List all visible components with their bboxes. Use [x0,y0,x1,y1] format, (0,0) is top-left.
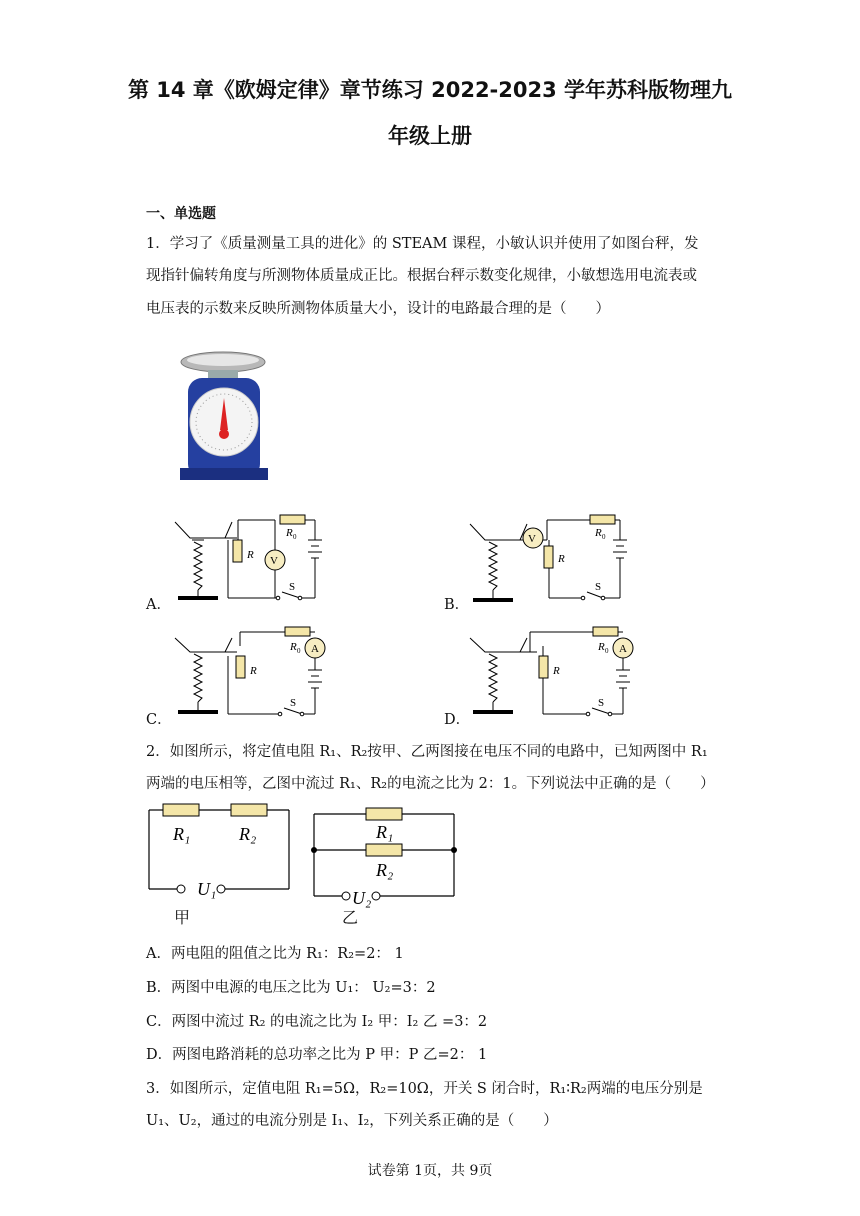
a-label-r0-sub: 0 [293,533,297,541]
b-label-v: V [528,533,536,545]
page-title-line1: 第 14 章《欧姆定律》章节练习 2022-2023 学年苏科版物理九 [127,78,733,102]
yi-label-r1: R₁ [376,822,394,842]
b-label-r0-sub: 0 [602,533,606,541]
q3-line-1: 3．如图所示，定值电阻 R₁=5Ω，R₂=10Ω，开关 S 闭合时，R₁∶R₂两端的电压分别是 [146,1081,703,1097]
c-label-r: R [250,665,257,677]
section-heading: 一、单选题 [146,206,216,222]
q1-option-c-circuit [170,622,340,722]
q1-line-1: 1．学习了《质量测量工具的进化》的 STEAM 课程，小敏认识并使用了如图台秤，发 [146,236,699,252]
q2-line-1: 2．如图所示，将定值电阻 R₁、R₂按甲、乙两图接在电压不同的电路中，已知两图中 R₁ [146,744,708,760]
q1-option-d-circuit [465,622,645,722]
yi-label-u2: U₂ [352,888,372,908]
b-label-r: R [558,553,565,565]
q1-option-c-label: C． [146,712,172,728]
d-label-s: S [598,697,605,709]
yi-label-r2: R₂ [376,860,394,880]
q2-figure-yi [308,800,463,930]
jia-label-r1: R₁ [173,824,191,844]
q1-option-b-circuit [465,510,635,610]
q2-option-a: A．两电阻的阻值之比为 R₁：R₂=2： 1 [146,946,404,962]
page-title-line2: 年级上册 [388,124,472,148]
q1-line-3: 电压表的示数来反映所测物体质量大小，设计的电路最合理的是（ ） [146,301,610,317]
c-label-r0-sub: 0 [297,647,301,655]
a-label-s: S [289,581,296,593]
q2-option-c: C．两图中流过 R₂ 的电流之比为 I₂ 甲：I₂ 乙 =3：2 [146,1014,488,1030]
jia-label-r2: R₂ [239,824,257,844]
d-label-r0-sub: 0 [605,647,609,655]
q2-figure-jia [145,800,295,930]
q2-caption-yi: 乙 [342,908,359,927]
b-label-s: S [595,581,602,593]
a-label-r: R [247,549,254,561]
d-label-r0: R [598,641,605,653]
q1-option-a-label: A． [146,597,171,613]
scale-photo [178,348,273,480]
q2-caption-jia: 甲 [174,908,191,927]
q2-option-b: B．两图中电源的电压之比为 U₁： U₂=3：2 [146,980,436,996]
q1-option-a-circuit [170,510,340,610]
a-label-v: V [270,555,278,567]
c-label-s: S [290,697,297,709]
jia-label-u1: U₁ [197,879,217,899]
q1-option-b-label: B． [444,597,470,613]
a-label-r0: R [286,527,293,539]
c-label-r0: R [290,641,297,653]
page-footer: 试卷第 1页，共 9页 [367,1163,493,1179]
q1-line-2: 现指针偏转角度与所测物体质量成正比。根据台秤示数变化规律，小敏想选用电流表或 [146,268,697,284]
q1-option-d-label: D． [444,712,471,728]
q2-line-2: 两端的电压相等，乙图中流过 R₁、R₂的电流之比为 2：1。下列说法中正确的是（ ） [146,776,715,792]
d-label-a: A [619,643,627,655]
q2-option-d: D．两图电路消耗的总功率之比为 P 甲：P 乙=2： 1 [146,1047,488,1063]
c-label-a: A [311,643,319,655]
b-label-r0: R [595,527,602,539]
d-label-r: R [553,665,560,677]
q3-line-2: U₁、U₂，通过的电流分别是 I₁、I₂，下列关系正确的是（ ） [146,1113,558,1129]
